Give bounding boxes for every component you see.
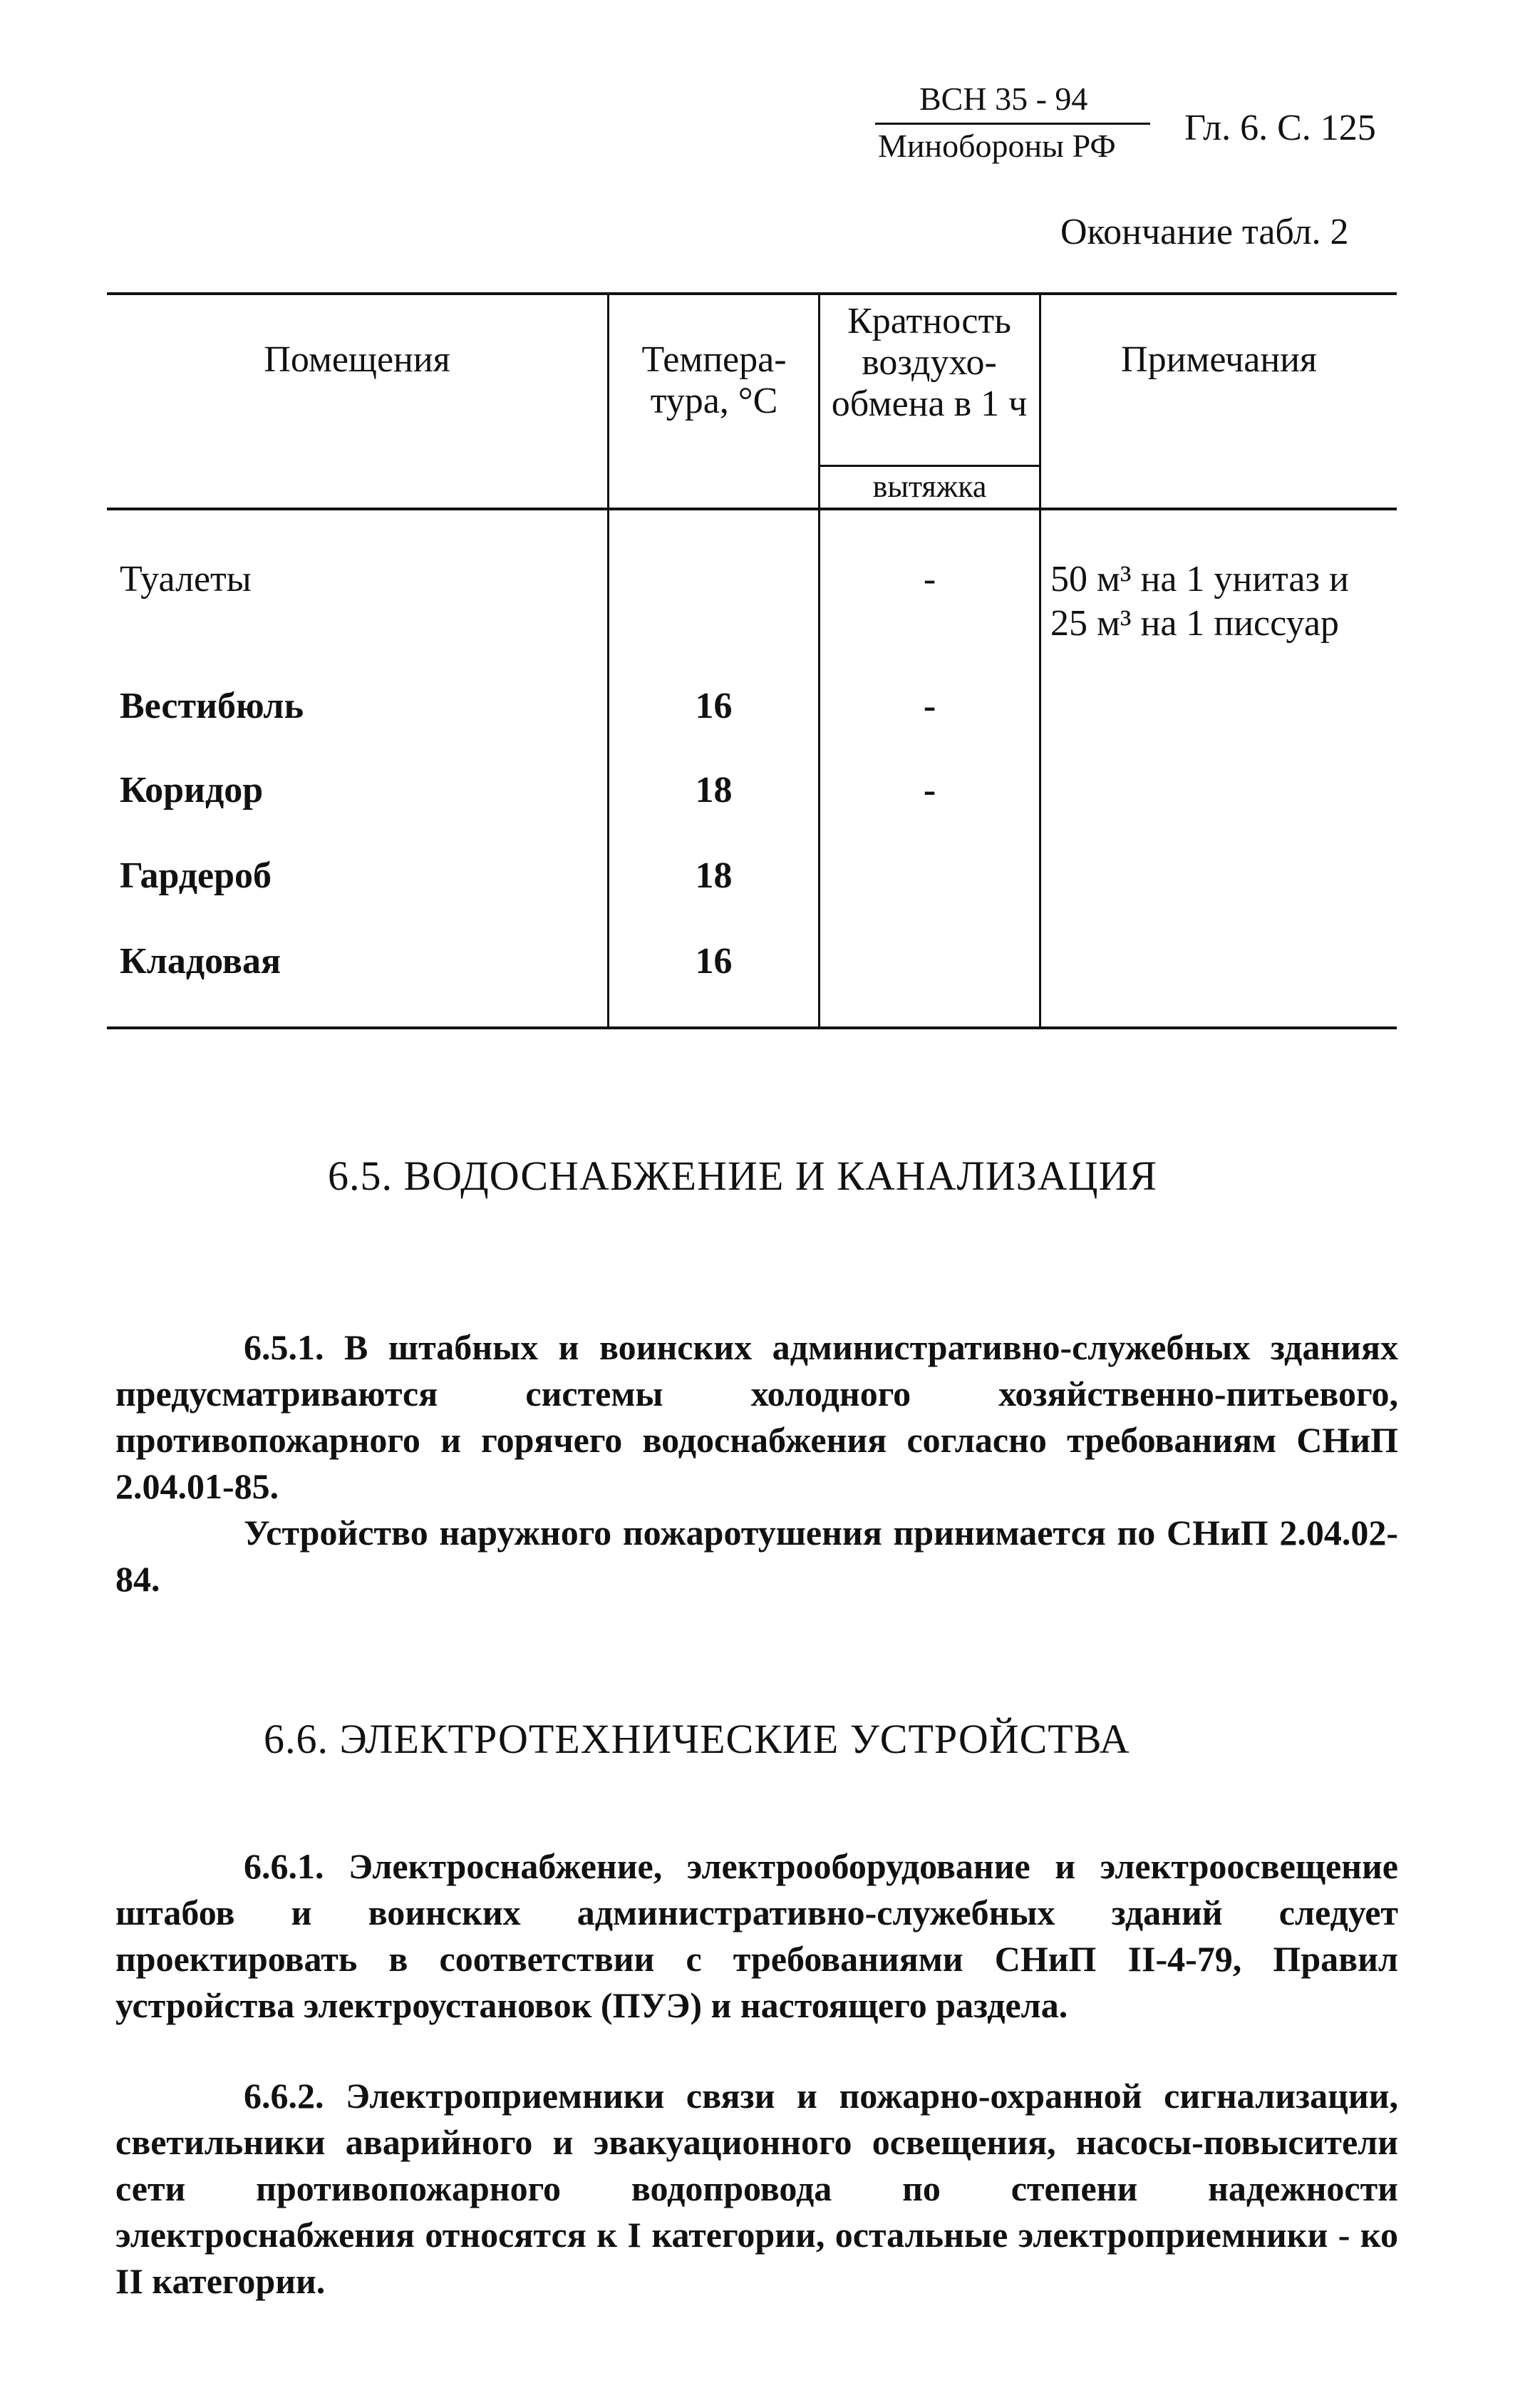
column-rule-3: [1039, 292, 1041, 1028]
row-room: Коридор: [120, 770, 264, 810]
paragraph-6-5-1: 6.5.1. В штабных и воинских административно-служебных зданиях предусматриваются системы холодного хозяйственно-питьевого, противопожарного и горячего водоснабжения согласно требованиям СНиП 2.04.01-85.: [115, 1327, 1398, 1506]
header-rooms: Помещения: [264, 339, 450, 380]
document-code: ВСН 35 - 94: [919, 81, 1088, 117]
row-room: Гардероб: [120, 855, 272, 896]
table-top-rule: [107, 292, 1397, 295]
row-exhaust: -: [923, 559, 936, 599]
paragraph-6-6-1: 6.6.1. Электроснабжение, электрооборудование и электроосвещение штабов и воинских административно-служебных зданий следует проектировать в соответствии с требованиями СНиП II-4-79, Правил устройства электроустановок (ПУЭ) и настоящего раздела.: [115, 1846, 1398, 2025]
paragraph-external-firefighting: Устройство наружного пожаротушения принимается по СНиП 2.04.02-84.: [115, 1513, 1398, 1599]
row-temperature: 16: [695, 941, 733, 982]
header-exhaust: вытяжка: [872, 469, 987, 504]
row-temperature: 18: [695, 770, 733, 810]
row-temperature: 18: [695, 855, 733, 896]
row-exhaust: -: [923, 686, 936, 726]
row-room: Туалеты: [120, 559, 252, 599]
column-rule-1: [607, 292, 609, 1028]
section-title-electrical: 6.6. ЭЛЕКТРОТЕХНИЧЕСКИЕ УСТРОЙСТВА: [264, 1716, 1130, 1762]
subheader-rule: [818, 465, 1040, 467]
row-note-line1: 50 м³ на 1 унитаз и: [1050, 559, 1349, 599]
table-caption: Окончание табл. 2: [1060, 212, 1349, 252]
row-room: Вестибюль: [120, 686, 304, 726]
column-rule-2: [818, 292, 820, 1028]
chapter-page-number: Гл. 6. С. 125: [1184, 108, 1376, 148]
header-notes: Примечания: [1121, 339, 1317, 380]
code-divider: [875, 123, 1150, 125]
row-exhaust: -: [923, 770, 936, 810]
issuing-authority: Минобороны РФ: [878, 128, 1116, 164]
table-bottom-rule: [107, 1026, 1397, 1029]
section-title-water-supply: 6.5. ВОДОСНАБЖЕНИЕ И КАНАЛИЗАЦИЯ: [328, 1153, 1158, 1199]
paragraph-6-6-2: 6.6.2. Электроприемники связи и пожарно-охранной сигнализации, светильники аварийного и эвакуационного освещения, насосы-повысители сети противопожарного водопровода по степени надежности электроснабжения относятся к I категории, остальные электроприемники - ко II категории.: [115, 2076, 1398, 2301]
row-room: Кладовая: [120, 941, 281, 982]
row-note-line2: 25 м³ на 1 писсуар: [1050, 603, 1339, 644]
row-temperature: 16: [695, 686, 733, 726]
header-temperature: Темпера-тура, °С: [641, 339, 787, 421]
header-bottom-rule: [107, 508, 1397, 510]
header-exchange-rate: Кратность воздухо-обмена в 1 ч: [831, 301, 1028, 424]
